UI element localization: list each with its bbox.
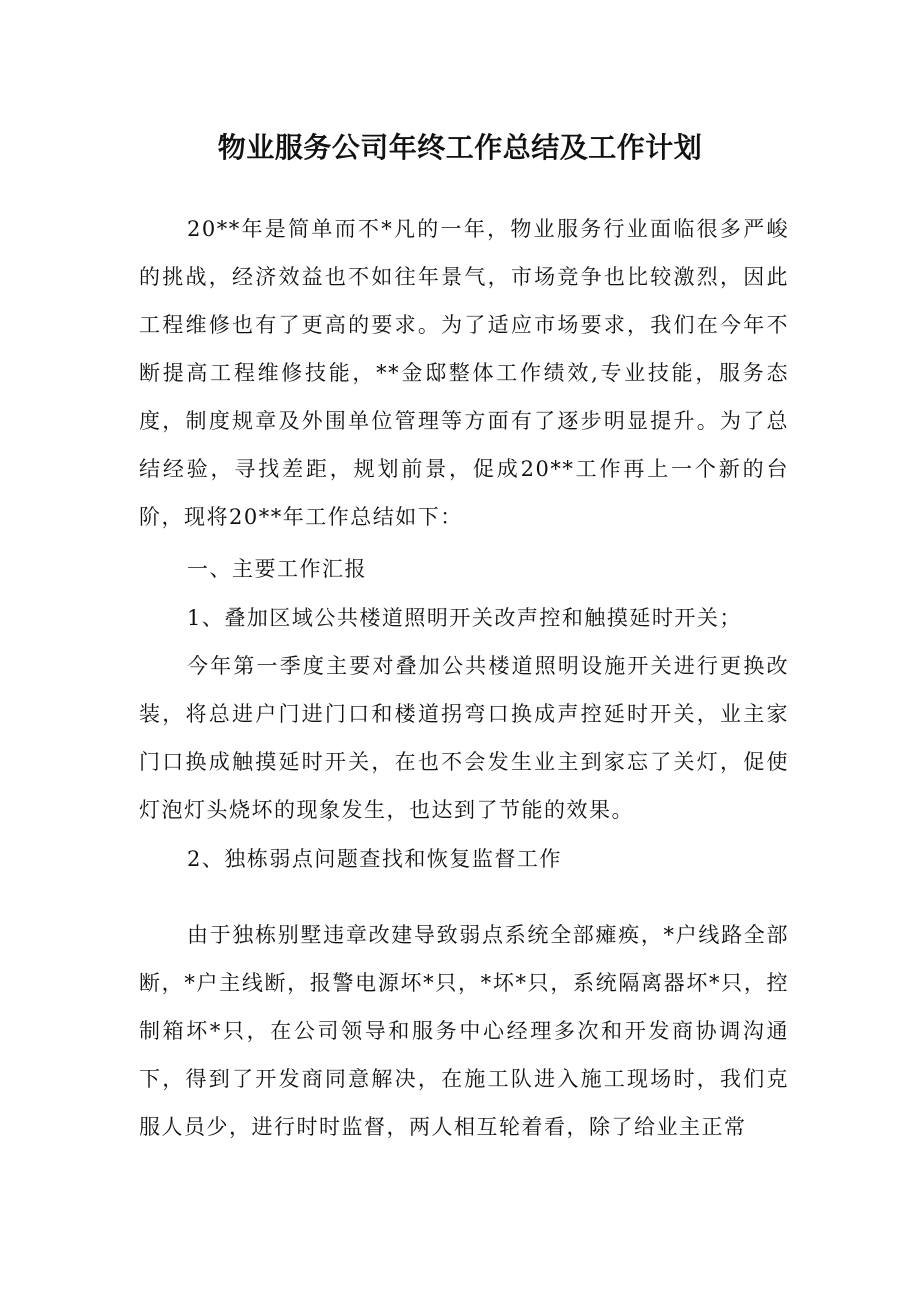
document-title: 物业服务公司年终工作总结及工作计划 [217,131,703,164]
section-heading-main-work: 一、主要工作汇报 [187,557,367,581]
item-1-paragraph: 今年第一季度主要对叠加公共楼道照明设施开关进行更换改装，将总进户门进门口和楼道拐弯口换成声控延时开关，业主家门口换成触摸延时开关，在也不会发生业主到家忘了关灯，促使灯泡灯头烧坏的现象发生，也达到了节能的效果。 [139,654,789,822]
intro-paragraph: 20**年是简单而不*凡的一年，物业服务行业面临很多严峻的挑战，经济效益也不如往年景气，市场竞争也比较激烈，因此工程维修也有了更高的要求。为了适应市场要求，我们在今年不断提高工程维修技能，**金邸整体工作绩效,专业技能，服务态度，制度规章及外围单位管理等方面有了逐步明显提升。为了总结经验，寻找差距，规划前景，促成20**工作再上一个新的台阶，现将20**年工作总结如下： [139,217,789,529]
item-2-paragraph: 由于独栋别墅违章改建导致弱点系统全部瘫痪，*户线路全部断，*户主线断，报警电源坏*只，*坏*只，系统隔离器坏*只，控制箱坏*只，在公司领导和服务中心经理多次和开发商协调沟通下，得到了开发商同意解决，在施工队进入施工现场时，我们克服人员少，进行时时监督，两人相互轮着看，除了给业主正常 [139,923,789,1139]
item-heading-1: 1、叠加区域公共楼道照明开关改声控和触摸延时开关； [187,606,742,630]
item-heading-2: 2、独栋弱点问题查找和恢复监督工作 [187,847,562,871]
